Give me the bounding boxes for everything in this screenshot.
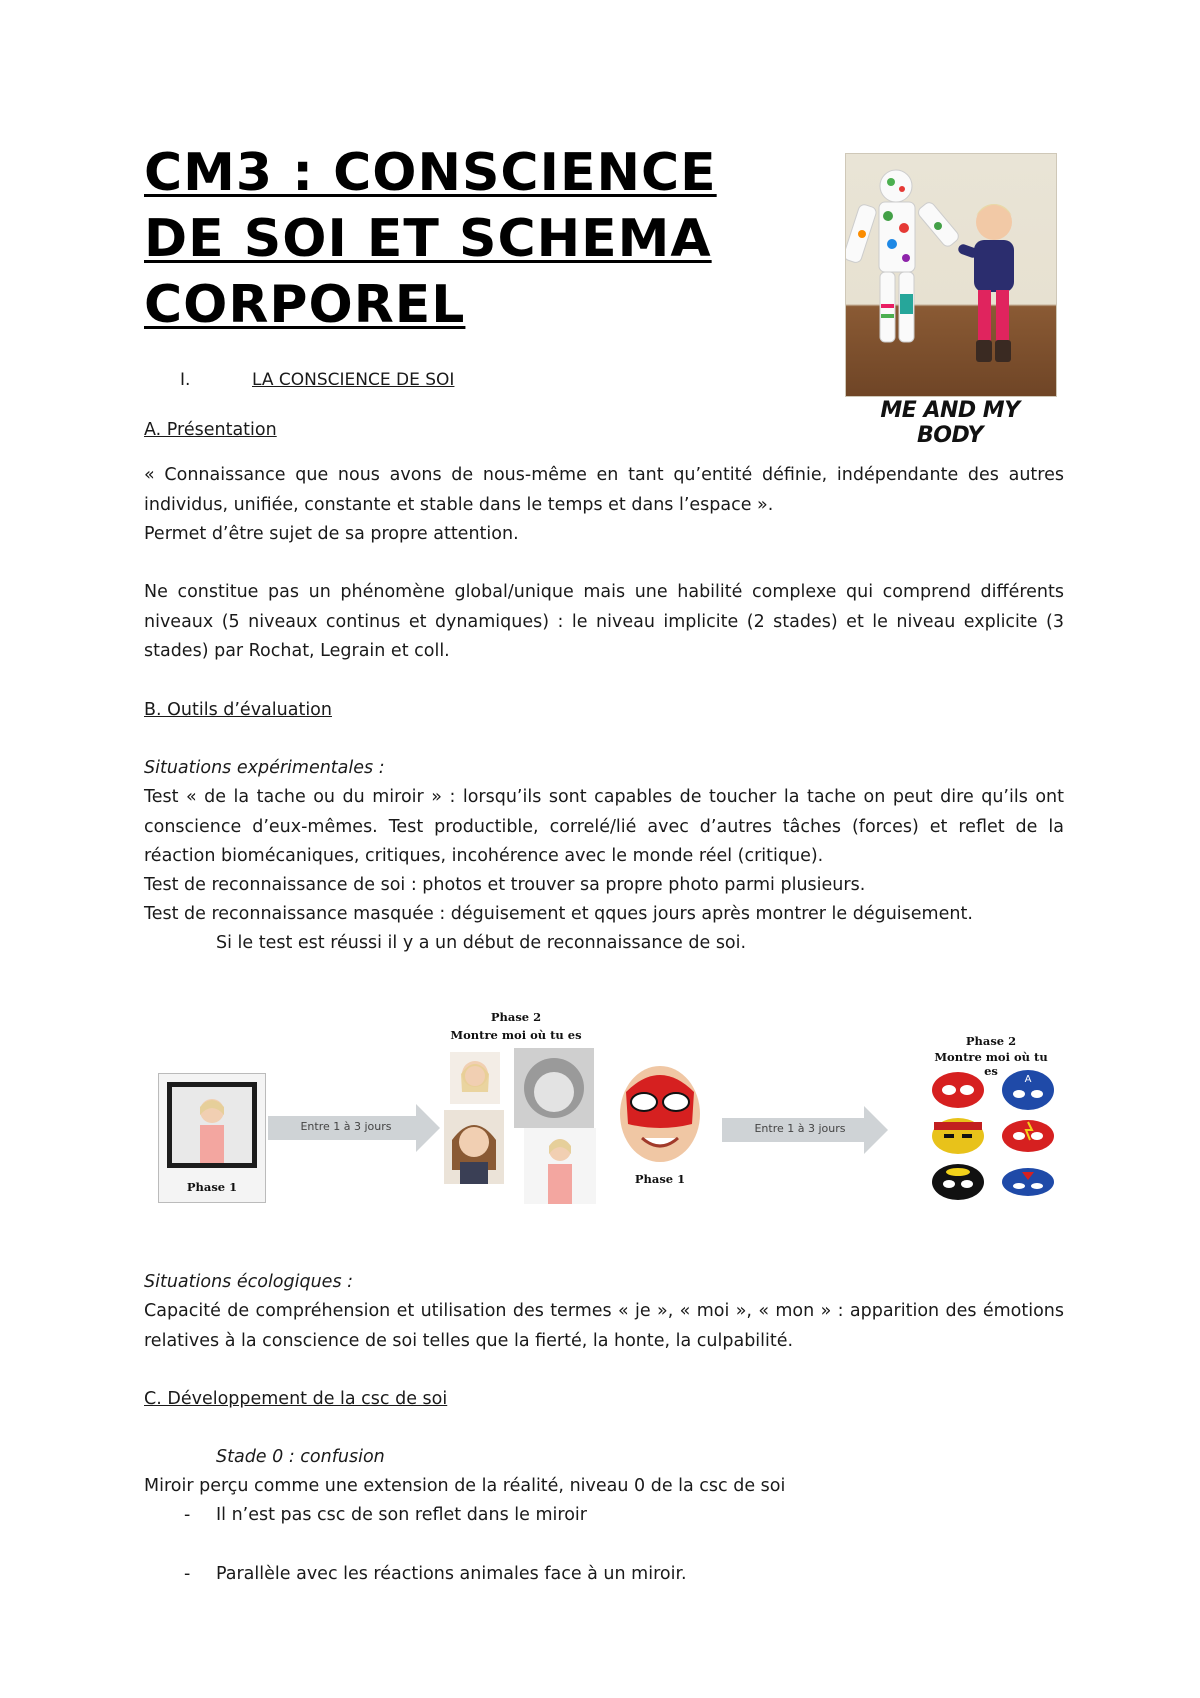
child-photo-4	[524, 1128, 596, 1204]
spiderman-face-photo	[612, 1062, 708, 1166]
section-label: LA CONSCIENCE DE SOI	[252, 370, 455, 390]
subsection-b-heading: B. Outils d’évaluation	[144, 700, 332, 720]
phase2b-label: Phase 2	[965, 1034, 1017, 1048]
list-item-text: Parallèle avec les réactions animales face à un miroir.	[216, 1563, 687, 1584]
arrow1-label: Entre 1 à 3 jours	[300, 1120, 392, 1133]
ecological-situations-heading: Situations écologiques :	[144, 1272, 354, 1292]
phase1-right-label: Phase 1	[634, 1172, 686, 1186]
mask-flash	[1002, 1120, 1054, 1152]
phase2b-sublabel: Montre moi où tu es	[934, 1050, 1048, 1078]
child-photo-1	[450, 1052, 500, 1104]
phase2a-label: Phase 2	[490, 1010, 542, 1024]
me-and-my-body-photo	[845, 153, 1057, 397]
masked-recognition-test: Test de reconnaissance masquée : déguisement et qques jours après montrer le déguisement.	[144, 904, 973, 924]
subsection-a-heading: A. Présentation	[144, 420, 277, 440]
stage0-description: Miroir perçu comme une extension de la réalité, niveau 0 de la csc de soi	[144, 1476, 786, 1496]
photo-caption: ME AND MY BODY	[880, 398, 1020, 448]
mask-batman	[932, 1164, 984, 1200]
subsection-c-heading: C. Développement de la csc de soi	[144, 1389, 448, 1409]
phase2a-sublabel: Montre moi où tu es	[450, 1028, 582, 1042]
self-recognition-test: Test de reconnaissance de soi : photos et trouver sa propre photo parmi plusieurs.	[144, 875, 866, 895]
list-item: - Parallèle avec les réactions animales face à un miroir.	[184, 1563, 687, 1584]
phase1-left-label: Phase 1	[186, 1180, 238, 1194]
ecological-paragraph: Capacité de compréhension et utilisation des termes « je », « moi », « mon » : apparition des émotions relatives à la conscience de soi telles que la fierté, la honte, la culpabilité.	[144, 1301, 1064, 1351]
child-photo-2	[514, 1048, 594, 1128]
mask-iron-man	[932, 1118, 984, 1154]
mirror-test-paragraph: Test « de la tache ou du miroir » : lorsqu’ils sont capables de toucher la tache on peut dire qu’ils ont conscience d’eux-mêmes. Test productible, correlé/lié avec d’autres tâches (forces) et reflet de la réaction biomécaniques, critiques, incohérence avec le monde réel (critique).	[144, 787, 1064, 866]
child-photo-3	[444, 1110, 504, 1184]
toddler	[957, 204, 1014, 362]
list-item-text: Il n’est pas csc de son reflet dans le miroir	[216, 1505, 587, 1525]
mask-captain-america	[1002, 1070, 1054, 1110]
attention-line: Permet d’être sujet de sa propre attention.	[144, 524, 519, 544]
experiment-figure	[156, 1010, 1076, 1210]
mask-spiderman	[932, 1072, 984, 1108]
list-item: - Il n’est pas csc de son reflet dans le miroir	[184, 1505, 587, 1525]
mask-superman	[1002, 1168, 1054, 1196]
experimental-situations-heading: Situations expérimentales :	[144, 758, 385, 778]
superhero-masks	[928, 1068, 1060, 1208]
section-number: I.	[180, 370, 191, 390]
test-success-note: Si le test est réussi il y a un début de reconnaissance de soi.	[216, 933, 747, 953]
page-title: CM3 : CONSCIENCE DE SOI ET SCHEMA CORPOREL	[144, 143, 717, 335]
svg-text:A: A	[1024, 1074, 1032, 1085]
arrow2-label: Entre 1 à 3 jours	[754, 1122, 846, 1135]
polaroid-photo	[158, 1073, 266, 1203]
section-heading-1	[180, 370, 454, 390]
stage0-heading: Stade 0 : confusion	[216, 1447, 385, 1467]
definition-quote: « Connaissance que nous avons de nous-même en tant qu’entité définie, indépendante des autres individus, unifiée, constante et stable dans le temps et dans l’espace ».	[144, 465, 1064, 515]
paper-cutout-figure	[846, 170, 961, 342]
levels-paragraph: Ne constitue pas un phénomène global/unique mais une habilité complexe qui comprend différents niveaux (5 niveaux continus et dynamiques) : le niveau implicite (2 stades) et le niveau explicite (3 stades) par Rochat, Legrain et coll.	[144, 582, 1064, 661]
